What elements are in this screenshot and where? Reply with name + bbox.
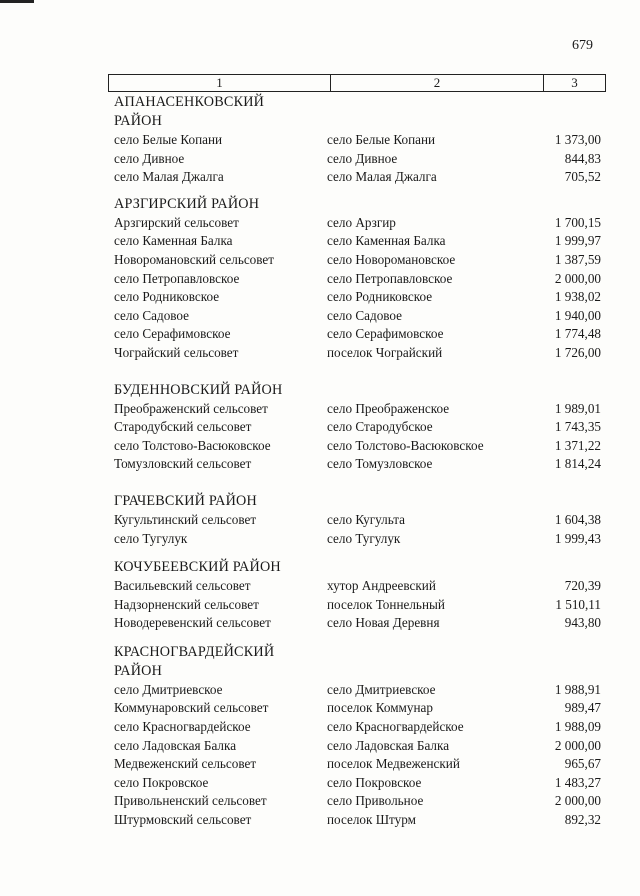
admin-center: поселок Коммунар — [327, 700, 433, 716]
admin-center: село Томузловское — [327, 456, 433, 472]
admin-center: поселок Штурм — [327, 812, 416, 828]
value-cell: 2 000,00 — [554, 737, 601, 753]
column-header-1: 1 — [109, 75, 331, 91]
settlement-name: село Каменная Балка — [114, 233, 233, 249]
admin-center: хутор Андреевский — [327, 578, 436, 594]
table-row — [114, 232, 604, 251]
settlement-name: село Серафимовское — [114, 326, 231, 342]
settlement-name: село Дивное — [114, 150, 185, 166]
district-section — [114, 381, 604, 474]
value-cell: 1 743,35 — [554, 419, 601, 435]
table-row — [114, 755, 604, 774]
value-cell: 1 988,09 — [554, 719, 601, 735]
district-heading: АРЗГИРСКИЙ РАЙОН — [114, 195, 260, 212]
admin-center: поселок Чограйский — [327, 344, 443, 360]
value-cell: 1 938,02 — [554, 289, 601, 305]
value-cell: 1 774,48 — [554, 326, 601, 342]
value-cell: 1 510,11 — [555, 596, 601, 612]
table-row — [114, 150, 604, 169]
value-cell: 1 373,00 — [554, 132, 601, 147]
table-row — [114, 596, 604, 615]
settlement-name: село Красногвардейское — [114, 719, 251, 735]
settlement-name: село Дмитриевское — [114, 681, 223, 697]
value-cell: 1 999,97 — [554, 233, 601, 249]
column-header-2: 2 — [331, 75, 544, 91]
scan-corner-mark — [0, 0, 34, 3]
value-cell: 965,67 — [564, 756, 601, 772]
value-cell: 1 988,91 — [554, 681, 601, 697]
table-row — [114, 811, 604, 830]
settlement-name: Надзорненский сельсовет — [114, 596, 259, 612]
district-heading: ГРАЧЕВСКИЙ РАЙОН — [114, 492, 257, 509]
table-row — [114, 614, 604, 633]
admin-center: село Толстово-Васюковское — [327, 437, 484, 453]
value-cell: 1 604,38 — [554, 511, 601, 527]
district-table — [114, 93, 604, 830]
value-cell: 1 999,43 — [554, 530, 601, 546]
column-header-row — [108, 74, 606, 92]
section-spacer — [114, 474, 604, 492]
table-row — [114, 737, 604, 756]
value-cell: 720,39 — [564, 578, 601, 594]
district-section — [114, 195, 604, 363]
section-spacer — [114, 187, 604, 195]
settlement-name: Медвеженский сельсовет — [114, 756, 257, 772]
table-row — [114, 131, 604, 150]
page-number: 679 — [572, 38, 593, 53]
value-cell: 1 940,00 — [554, 307, 601, 323]
table-row — [114, 418, 604, 437]
district-section — [114, 492, 604, 548]
admin-center: село Красногвардейское — [327, 719, 464, 735]
value-cell: 989,47 — [564, 700, 601, 716]
district-heading: БУДЕННОВСКИЙ РАЙОН — [114, 381, 283, 398]
value-cell: 943,80 — [564, 615, 601, 631]
settlement-name: Коммунаровский сельсовет — [114, 700, 269, 716]
table-row — [114, 270, 604, 289]
value-cell: 844,83 — [564, 150, 601, 166]
settlement-name: село Тугулук — [114, 530, 188, 546]
value-cell: 892,32 — [564, 812, 601, 828]
value-cell: 1 814,24 — [554, 456, 601, 472]
table-row — [114, 400, 604, 419]
settlement-name: село Малая Джалга — [114, 169, 224, 185]
table-row — [114, 699, 604, 718]
section-spacer — [114, 633, 604, 643]
table-row — [114, 344, 604, 363]
value-cell: 1 483,27 — [554, 774, 601, 790]
value-cell: 1 726,00 — [554, 344, 601, 360]
settlement-name: Томузловский сельсовет — [114, 456, 252, 472]
settlement-name: село Петропавловское — [114, 270, 240, 286]
district-heading: АПАНАСЕНКОВСКИЙ РАЙОН — [114, 94, 265, 129]
settlement-name: село Белые Копани — [114, 132, 223, 147]
table-row — [114, 288, 604, 307]
table-row — [114, 792, 604, 811]
district-heading: КОЧУБЕЕВСКИЙ РАЙОН — [114, 559, 281, 576]
value-cell: 1 371,22 — [554, 437, 601, 453]
table-row — [114, 325, 604, 344]
table-row — [114, 530, 604, 549]
admin-center: село Тугулук — [327, 530, 401, 546]
table-row — [114, 307, 604, 326]
district-heading: КРАСНОГВАРДЕЙСКИЙ РАЙОН — [114, 643, 275, 679]
value-cell: 2 000,00 — [554, 270, 601, 286]
settlement-name: Новодеревенский сельсовет — [114, 615, 271, 631]
admin-center: село Арзгир — [327, 214, 396, 230]
table-row — [114, 437, 604, 456]
table-row — [114, 214, 604, 233]
settlement-name: село Садовое — [114, 307, 190, 323]
admin-center: село Новая Деревня — [327, 615, 440, 631]
admin-center: село Дивное — [327, 150, 398, 166]
settlement-name: Кугультинский сельсовет — [114, 511, 257, 527]
settlement-name: Штурмовский сельсовет — [114, 812, 252, 828]
settlement-name: село Родниковское — [114, 289, 220, 305]
settlement-name: Привольненский сельсовет — [114, 793, 267, 809]
admin-center: село Белые Копани — [327, 132, 436, 147]
value-cell: 1 387,59 — [554, 251, 601, 267]
settlement-name: село Ладовская Балка — [114, 737, 237, 753]
district-section — [114, 558, 604, 633]
admin-center: поселок Тоннельный — [327, 596, 445, 612]
settlement-name: село Покровское — [114, 774, 209, 790]
table-row — [114, 577, 604, 596]
admin-center: село Привольное — [327, 793, 424, 809]
section-spacer — [114, 548, 604, 558]
district-section — [114, 93, 604, 187]
settlement-name: Стародубский сельсовет — [114, 419, 252, 435]
value-cell: 705,52 — [564, 169, 601, 185]
admin-center: село Петропавловское — [327, 270, 453, 286]
admin-center: село Преображенское — [327, 400, 450, 416]
table-row — [114, 455, 604, 474]
section-spacer — [114, 363, 604, 381]
column-header-3: 3 — [571, 75, 578, 90]
value-cell: 1 700,15 — [554, 214, 601, 230]
table-row — [114, 511, 604, 530]
value-cell: 2 000,00 — [554, 793, 601, 809]
value-cell: 1 989,01 — [554, 400, 601, 416]
admin-center: село Покровское — [327, 774, 422, 790]
settlement-name: Васильевский сельсовет — [114, 578, 251, 594]
admin-center: село Каменная Балка — [327, 233, 446, 249]
settlement-name: Арзгирский сельсовет — [114, 214, 239, 230]
district-section — [114, 643, 604, 830]
admin-center: село Садовое — [327, 307, 403, 323]
admin-center: село Дмитриевское — [327, 681, 436, 697]
admin-center: поселок Медвеженский — [327, 756, 460, 772]
admin-center: село Новоромановское — [327, 251, 456, 267]
settlement-name: Новоромановский сельсовет — [114, 251, 275, 267]
settlement-name: Чограйский сельсовет — [114, 344, 239, 360]
admin-center: село Кугульта — [327, 511, 406, 527]
table-row — [114, 251, 604, 270]
admin-center: село Малая Джалга — [327, 169, 437, 185]
settlement-name: село Толстово-Васюковское — [114, 437, 271, 453]
admin-center: село Серафимовское — [327, 326, 444, 342]
table-row — [114, 168, 604, 187]
admin-center: село Стародубское — [327, 419, 433, 435]
admin-center: село Родниковское — [327, 289, 433, 305]
admin-center: село Ладовская Балка — [327, 737, 450, 753]
table-row — [114, 681, 604, 700]
settlement-name: Преображенский сельсовет — [114, 400, 268, 416]
table-row — [114, 774, 604, 793]
table-row — [114, 718, 604, 737]
